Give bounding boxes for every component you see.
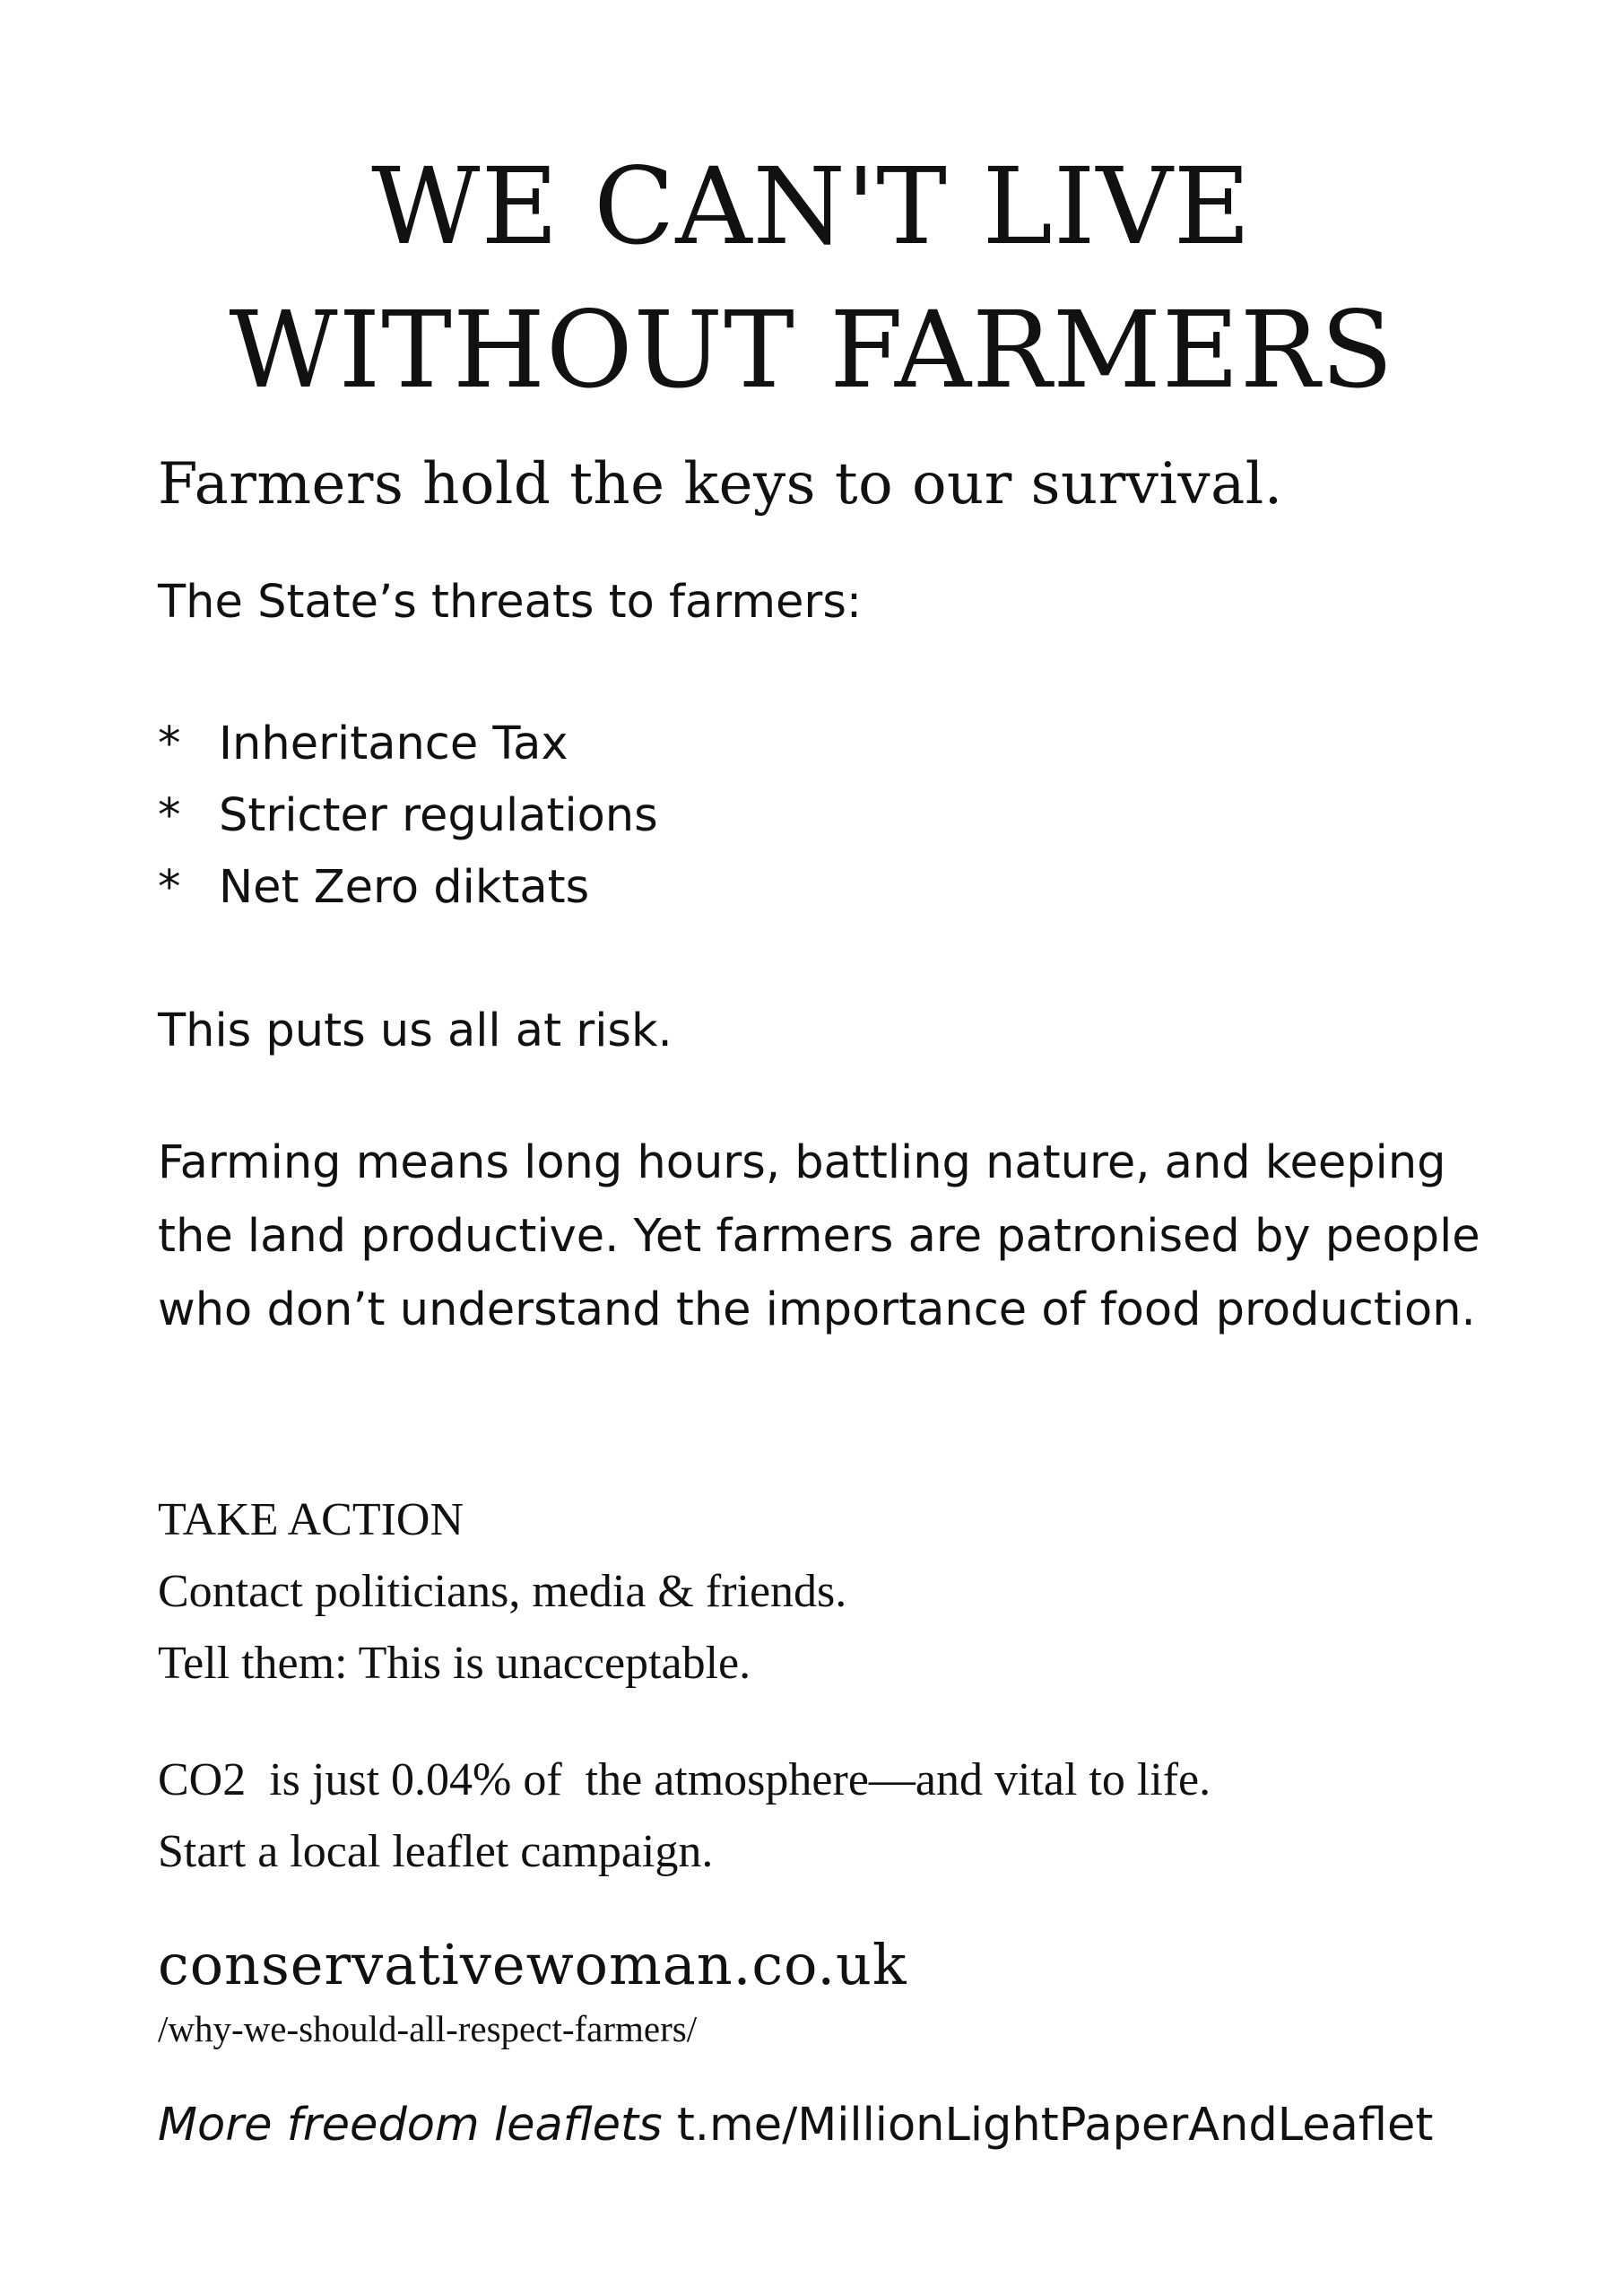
footer-link[interactable]: t.me/MillionLightPaperAndLeaflet [676,2099,1434,2152]
take-action-line-2: Tell them: This is unacceptable. [158,1638,751,1689]
threat-item [158,780,658,852]
co2-line-1: CO2 is just 0.04% of the atmosphere—and vital to life. [158,1754,1211,1805]
source-domain[interactable]: conservativewoman.co.uk [158,1932,907,1997]
body-paragraph: Farming means long hours, battling nature, and keeping the land productive. Yet farmers are patronised by people who don’t understand the importance of food production. [158,1136,1480,1336]
bullet-asterisk: * [158,718,181,770]
take-action-block [158,1484,846,1700]
threat-item-label: Net Zero diktats [219,861,590,914]
take-action-line-1: Contact politicians, media & friends. [158,1566,847,1617]
threat-item-label: Stricter regulations [219,789,658,842]
source-link[interactable] [158,1928,907,2056]
co2-line-2: Start a local leaflet campaign. [158,1826,714,1877]
threat-list [158,709,658,924]
headline-line-2: WITHOUT FARMERS [229,288,1394,412]
subhead: Farmers hold the keys to our survival. [158,451,1283,517]
take-action-title: TAKE ACTION [158,1494,464,1545]
threats-heading: The State’s threats to farmers: [158,576,863,629]
co2-block [158,1744,1211,1888]
threat-item [158,709,658,780]
headline-line-1: WE CAN'T LIVE [371,144,1252,268]
threat-item-label: Inheritance Tax [219,718,568,770]
footer [158,2090,1433,2161]
threat-item [158,852,658,924]
bullet-asterisk: * [158,789,181,842]
bullet-asterisk: * [158,861,181,914]
footer-italic-text: More freedom leaflets [158,2099,663,2152]
headline [0,135,1623,422]
source-path[interactable]: /why-we-should-all-respect-farmers/ [158,2008,698,2049]
risk-statement: This puts us all at risk. [158,1004,673,1057]
